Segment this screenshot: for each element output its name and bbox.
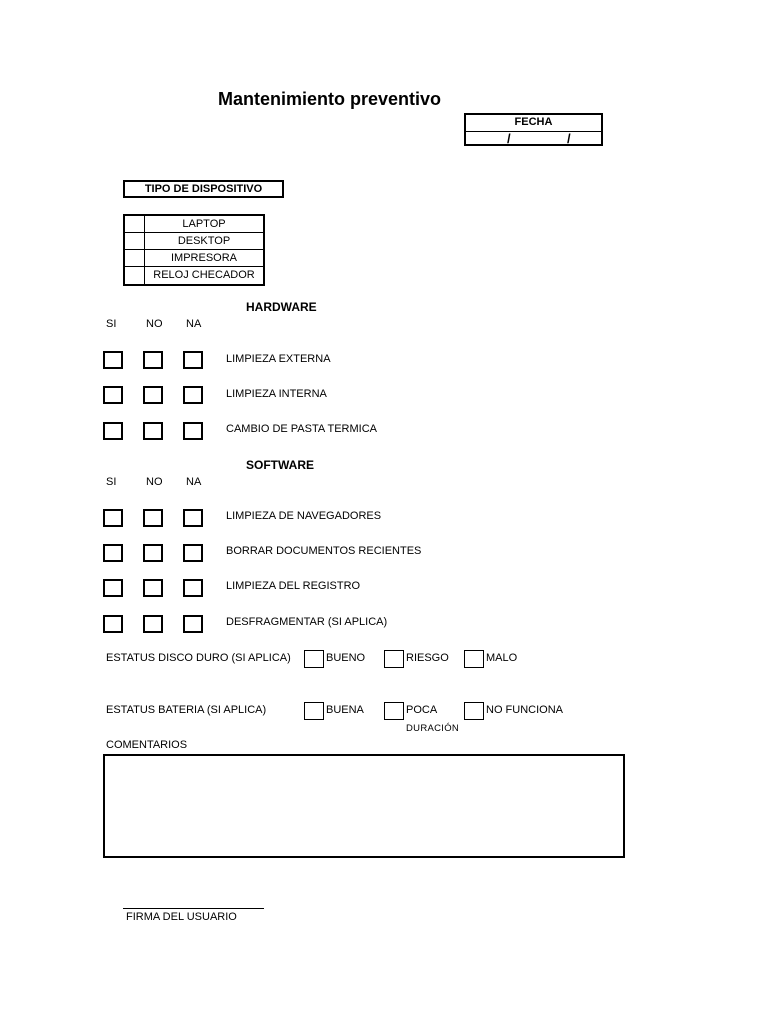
battery-status-checkbox-buena[interactable]	[304, 702, 324, 720]
software-section-title: SOFTWARE	[246, 458, 314, 472]
disk-status-checkbox-malo[interactable]	[464, 650, 484, 668]
disk-status-option-label: MALO	[486, 652, 518, 664]
battery-status-checkbox-poca[interactable]	[384, 702, 404, 720]
form-title: Mantenimiento preventivo	[218, 89, 442, 109]
checkbox-na[interactable]	[183, 509, 203, 527]
device-checkbox[interactable]	[125, 250, 145, 266]
hardware-item-label: LIMPIEZA INTERNA	[226, 388, 327, 400]
battery-status-label: ESTATUS BATERIA (SI APLICA)	[106, 704, 267, 716]
device-option-label: IMPRESORA	[170, 252, 237, 264]
device-option-desktop[interactable]	[125, 233, 263, 250]
date-field[interactable]	[464, 113, 603, 146]
battery-duration-label: DURACIÓN	[406, 723, 460, 734]
disk-status-option-label: BUENO	[326, 652, 366, 664]
checkbox-no[interactable]	[143, 615, 163, 633]
column-header-no: NO	[146, 318, 163, 330]
disk-status-option-label: RIESGO	[406, 652, 449, 664]
column-header-si: SI	[106, 476, 117, 488]
date-label: FECHA	[466, 115, 601, 132]
hardware-item-label: CAMBIO DE PASTA TERMICA	[226, 423, 377, 435]
software-item-label: DESFRAGMENTAR (SI APLICA)	[226, 616, 388, 628]
checkbox-si[interactable]	[103, 422, 123, 440]
checkbox-na[interactable]	[183, 615, 203, 633]
column-header-no: NO	[146, 476, 163, 488]
device-option-label: DESKTOP	[177, 235, 231, 247]
checkbox-no[interactable]	[143, 579, 163, 597]
device-checkbox[interactable]	[125, 233, 145, 249]
checkbox-na[interactable]	[183, 544, 203, 562]
checkbox-no[interactable]	[143, 544, 163, 562]
software-item-label: LIMPIEZA DE NAVEGADORES	[226, 510, 382, 522]
checkbox-na[interactable]	[183, 386, 203, 404]
software-item-label: BORRAR DOCUMENTOS RECIENTES	[226, 545, 422, 557]
comments-label: COMENTARIOS	[106, 739, 188, 751]
checkbox-si[interactable]	[103, 509, 123, 527]
disk-status-label: ESTATUS DISCO DURO (SI APLICA)	[106, 652, 291, 664]
device-type-table	[123, 214, 265, 286]
checkbox-na[interactable]	[183, 579, 203, 597]
checkbox-si[interactable]	[103, 615, 123, 633]
battery-status-option-label: POCA	[406, 704, 438, 716]
checkbox-no[interactable]	[143, 351, 163, 369]
disk-status-checkbox-riesgo[interactable]	[384, 650, 404, 668]
comments-textarea[interactable]	[103, 754, 625, 858]
checkbox-no[interactable]	[143, 422, 163, 440]
device-checkbox[interactable]	[125, 267, 145, 284]
checkbox-no[interactable]	[143, 386, 163, 404]
column-header-si: SI	[106, 318, 117, 330]
checkbox-no[interactable]	[143, 509, 163, 527]
device-option-reloj-checador[interactable]	[125, 267, 263, 284]
battery-status-option-label: NO FUNCIONA	[486, 704, 563, 716]
battery-status-checkbox-no-funciona[interactable]	[464, 702, 484, 720]
column-header-na: NA	[186, 476, 202, 488]
checkbox-si[interactable]	[103, 386, 123, 404]
hardware-section-title: HARDWARE	[246, 300, 317, 314]
battery-status-option-label: BUENA	[326, 704, 364, 716]
checkbox-si[interactable]	[103, 579, 123, 597]
device-option-impresora[interactable]	[125, 250, 263, 267]
checkbox-na[interactable]	[183, 422, 203, 440]
signature-line[interactable]	[123, 908, 264, 909]
software-item-label: LIMPIEZA DEL REGISTRO	[226, 580, 361, 592]
device-option-laptop[interactable]	[125, 216, 263, 233]
checkbox-si[interactable]	[103, 544, 123, 562]
checkbox-na[interactable]	[183, 351, 203, 369]
device-option-label: LAPTOP	[182, 218, 226, 230]
date-separator: /	[567, 131, 571, 146]
checkbox-si[interactable]	[103, 351, 123, 369]
signature-label: FIRMA DEL USUARIO	[126, 911, 237, 923]
device-option-label: RELOJ CHECADOR	[153, 269, 255, 281]
date-separator: /	[507, 131, 511, 146]
device-type-label: TIPO DE DISPOSITIVO	[123, 180, 284, 198]
column-header-na: NA	[186, 318, 202, 330]
disk-status-checkbox-bueno[interactable]	[304, 650, 324, 668]
hardware-item-label: LIMPIEZA EXTERNA	[226, 353, 331, 365]
device-checkbox[interactable]	[125, 216, 145, 232]
